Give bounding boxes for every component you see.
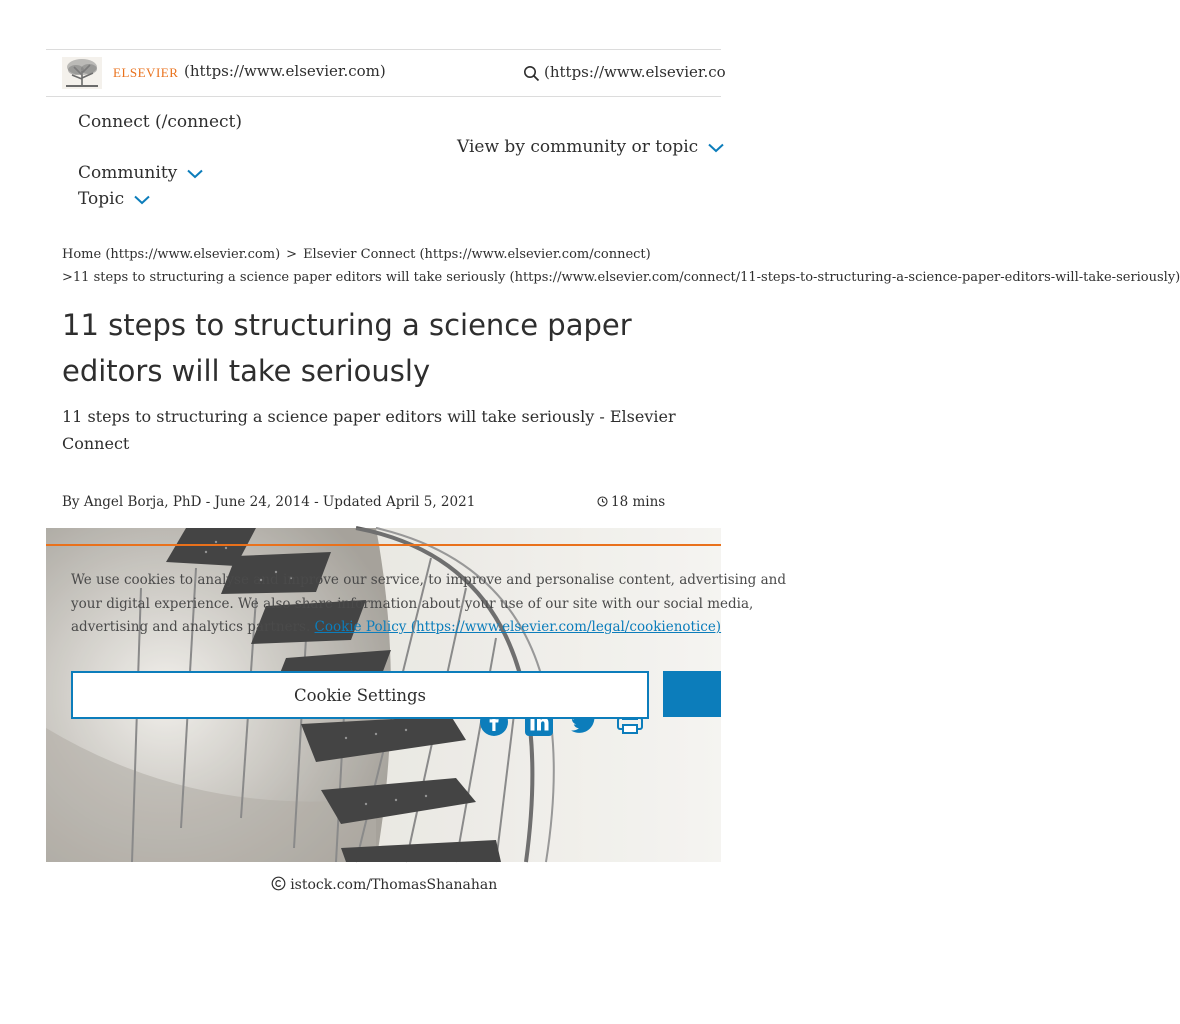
cookie-text-line xyxy=(71,616,721,640)
nav-connect-label: Connect (/connect) xyxy=(78,112,243,132)
accept-cookies-button[interactable] xyxy=(663,671,721,717)
nav-connect[interactable] xyxy=(78,112,242,132)
image-credit-label: istock.com/ThomasShanahan xyxy=(290,877,498,893)
read-time xyxy=(597,494,665,510)
cookie-banner-text xyxy=(71,569,786,639)
search-icon[interactable] xyxy=(523,65,540,82)
site-header xyxy=(46,49,726,97)
chevron-down-icon xyxy=(134,195,150,205)
brand-url[interactable]: (https://www.elsevier.com) xyxy=(184,62,386,80)
read-time-label: 18 mins xyxy=(611,494,666,510)
cookie-text-line: We use cookies to analyse and improve our service, to improve and personalise content, advertising and xyxy=(71,572,786,588)
cookie-banner-border xyxy=(46,544,721,546)
cookie-text-line-end: advertising and analytics partners. xyxy=(71,619,311,635)
nav-community[interactable] xyxy=(78,163,203,183)
nav-topic[interactable] xyxy=(78,189,150,209)
nav-topic-label: Topic xyxy=(78,189,125,209)
cookie-settings-button[interactable]: Cookie Settings xyxy=(71,671,649,719)
nav-view-by-community-or-topic[interactable] xyxy=(457,137,724,157)
clock-icon xyxy=(597,496,608,507)
chevron-down-icon xyxy=(708,143,724,153)
breadcrumb-separator: > xyxy=(286,247,298,262)
page-subtitle: 11 steps to structuring a science paper editors will take seriously - Elsevier Connect xyxy=(62,407,676,453)
cookie-policy-link[interactable]: Cookie Policy (https://www.elsevier.com/legal/cookienotice) xyxy=(314,619,722,635)
article-byline: By Angel Borja, PhD - June 24, 2014 - Updated April 5, 2021 xyxy=(62,494,476,510)
search-link[interactable]: (https://www.elsevier.co xyxy=(544,63,726,81)
nav-view-label: View by community or topic xyxy=(457,137,699,157)
page-title: 11 steps to structuring a science paper editors will take seriously xyxy=(62,308,632,388)
breadcrumb-current[interactable]: >11 steps to structuring a science paper editors will take seriously (https://www.elsevier.com/connect/11-steps-to-structuring-a-science-paper-editors-will-take-seriously) xyxy=(62,270,1180,285)
cookie-text-line: your digital experience. We also share information about your use of our site with our social media, xyxy=(71,595,754,612)
elsevier-tree-logo[interactable] xyxy=(62,57,102,89)
breadcrumb-home[interactable]: Home (https://www.elsevier.com) xyxy=(62,247,281,262)
copyright-icon xyxy=(271,876,286,891)
brand-name[interactable]: ELSEVIER xyxy=(113,65,179,80)
breadcrumb-connect[interactable]: Elsevier Connect (https://www.elsevier.com/connect) xyxy=(303,247,651,262)
breadcrumb xyxy=(62,243,1180,289)
chevron-down-icon xyxy=(187,169,203,179)
image-credit xyxy=(0,876,768,893)
nav-community-label: Community xyxy=(78,163,178,183)
